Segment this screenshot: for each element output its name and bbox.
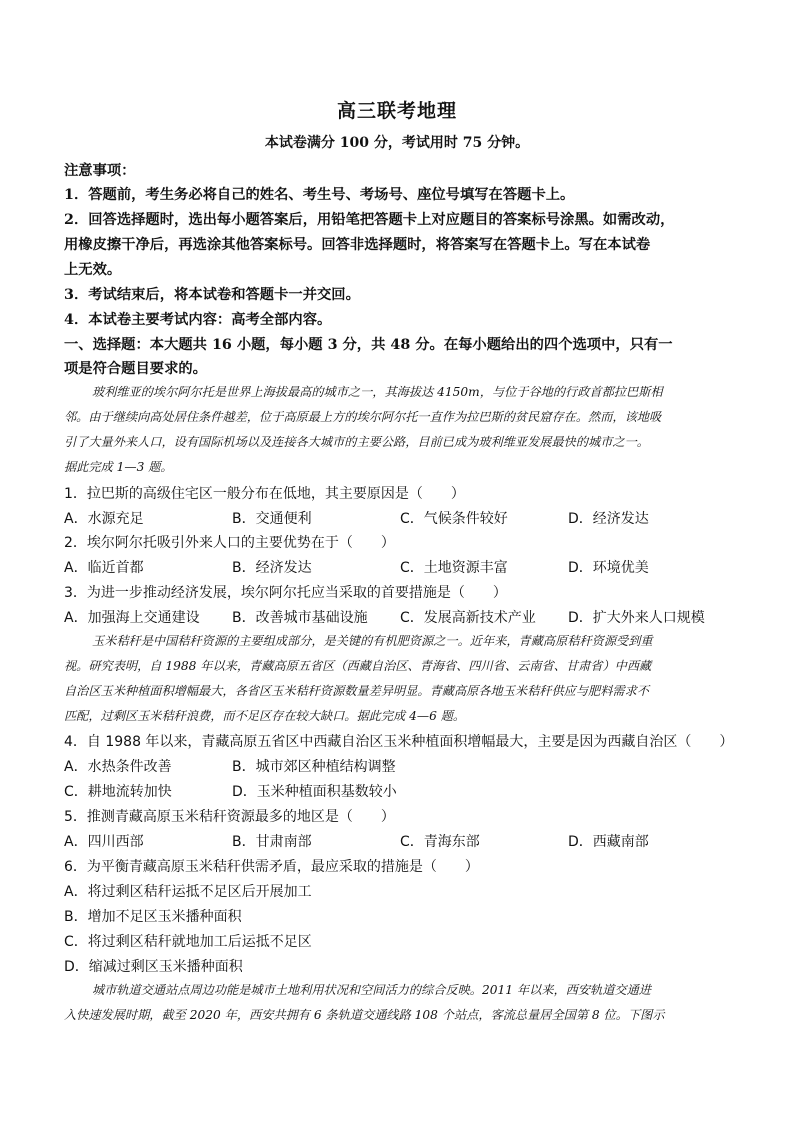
notes-item: 1．答题前，考生务必将自己的姓名、考生号、考场号、座位号填写在答题卡上。 bbox=[64, 187, 575, 203]
passage-line: 入快速发展时期，截至 2020 年，西安共拥有 6 条轨道交通线路 108 个站点，客流总量居全国第 8 位。下图示 bbox=[64, 1008, 665, 1022]
passage-line: 自治区玉米种植面积增幅最大，各省区玉米秸秆资源数量差异明显。青藏高原各地玉米秸秆供应与肥料需求不 bbox=[64, 684, 649, 698]
option-a[interactable]: A．水热条件改善 bbox=[64, 759, 172, 775]
passage-line: 玉米秸秆是中国秸秆资源的主要组成部分，是关键的有机肥资源之一。近年来，青藏高原秸秆资源受到重 bbox=[92, 634, 653, 648]
option-d[interactable]: D．玉米种植面积基数较小 bbox=[232, 784, 397, 800]
option-d[interactable]: D．西藏南部 bbox=[568, 834, 649, 850]
option-c[interactable]: C．土地资源丰富 bbox=[400, 560, 508, 576]
option-a[interactable]: A．加强海上交通建设 bbox=[64, 610, 200, 626]
passage-line: 引了大量外来人口，设有国际机场以及连接各大城市的主要公路，目前已成为玻利维亚发展最快的城市之一。 bbox=[64, 435, 649, 449]
option-c[interactable]: C．将过剩区秸秆就地加工后运抵不足区 bbox=[64, 934, 312, 950]
option-b[interactable]: B．交通便利 bbox=[232, 511, 312, 527]
notes-item: 4．本试卷主要考试内容：高考全部内容。 bbox=[64, 312, 332, 328]
section-heading: 一、选择题：本大题共 16 小题，每小题 3 分，共 48 分。在每小题给出的四个选项中，只有一 bbox=[64, 337, 673, 353]
notes-item: 2．回答选择题时，选出每小题答案后，用铅笔把答题卡上对应题目的答案标号涂黑。如需改动， bbox=[64, 212, 675, 228]
section-heading: 项是符合题目要求的。 bbox=[64, 361, 207, 377]
option-a[interactable]: A．水源充足 bbox=[64, 511, 144, 527]
option-d[interactable]: D．扩大外来人口规模 bbox=[568, 610, 705, 626]
question-stem: 4．自 1988 年以来，青藏高原五省区中西藏自治区玉米种植面积增幅最大，主要是因为西藏自治区（ ） bbox=[64, 734, 734, 750]
option-d[interactable]: D．环境优美 bbox=[568, 560, 649, 576]
question-stem: 2．埃尔阿尔托吸引外来人口的主要优势在于（ ） bbox=[64, 535, 395, 551]
option-b[interactable]: B．城市郊区种植结构调整 bbox=[232, 759, 396, 775]
passage-line: 城市轨道交通站点周边功能是城市土地利用状况和空间活力的综合反映。2011 年以来，西安轨道交通进 bbox=[92, 983, 651, 997]
passage-line: 视。研究表明，自 1988 年以来，青藏高原五省区（西藏自治区、青海省、四川省、云南省、甘肃省）中西藏 bbox=[64, 659, 652, 673]
notes-item: 用橡皮擦干净后，再选涂其他答案标号。回答非选择题时，将答案写在答题卡上。写在本试卷 bbox=[64, 237, 651, 253]
option-d[interactable]: D．缩减过剩区玉米播种面积 bbox=[64, 959, 243, 975]
option-c[interactable]: C．青海东部 bbox=[400, 834, 480, 850]
page-title: 高三联考地理 bbox=[336, 100, 457, 122]
option-c[interactable]: C．气候条件较好 bbox=[400, 511, 508, 527]
passage-line: 匹配，过剩区玉米秸秆浪费，而不足区存在较大缺口。据此完成 4—6 题。 bbox=[64, 709, 466, 723]
notes-heading: 注意事项： bbox=[64, 163, 136, 179]
option-b[interactable]: B．改善城市基础设施 bbox=[232, 610, 368, 626]
question-stem: 3．为进一步推动经济发展，埃尔阿尔托应当采取的首要措施是（ ） bbox=[64, 585, 507, 601]
question-stem: 6．为平衡青藏高原玉米秸秆供需矛盾，最应采取的措施是（ ） bbox=[64, 859, 479, 875]
option-a[interactable]: A．将过剩区秸秆运抵不足区后开展加工 bbox=[64, 884, 312, 900]
option-b[interactable]: B．增加不足区玉米播种面积 bbox=[64, 909, 242, 925]
option-c[interactable]: C．发展高新技术产业 bbox=[400, 610, 536, 626]
option-a[interactable]: A．四川西部 bbox=[64, 834, 144, 850]
question-stem: 1．拉巴斯的高级住宅区一般分布在低地，其主要原因是（ ） bbox=[64, 486, 465, 502]
exam-subtitle: 本试卷满分 100 分，考试用时 75 分钟。 bbox=[264, 135, 530, 151]
option-a[interactable]: A．临近首都 bbox=[64, 560, 144, 576]
question-stem: 5．推测青藏高原玉米秸秆资源最多的地区是（ ） bbox=[64, 809, 395, 825]
option-d[interactable]: D．经济发达 bbox=[568, 511, 649, 527]
passage-line: 邻。由于继续向高处居住条件越差，位于高原最上方的埃尔阿尔托一直作为拉巴斯的贫民窟存在。然而，该地吸 bbox=[64, 410, 662, 424]
option-b[interactable]: B．经济发达 bbox=[232, 560, 312, 576]
option-c[interactable]: C．耕地流转加快 bbox=[64, 784, 172, 800]
option-b[interactable]: B．甘肃南部 bbox=[232, 834, 312, 850]
passage-line: 玻利维亚的埃尔阿尔托是世界上海拔最高的城市之一，其海拔达 4150m，与位于谷地的行政首都拉巴斯相 bbox=[92, 385, 663, 399]
passage-line: 据此完成 1—3 题。 bbox=[64, 460, 173, 474]
notes-item: 3．考试结束后，将本试卷和答题卡一并交回。 bbox=[64, 287, 360, 303]
notes-item: 上无效。 bbox=[64, 262, 122, 278]
